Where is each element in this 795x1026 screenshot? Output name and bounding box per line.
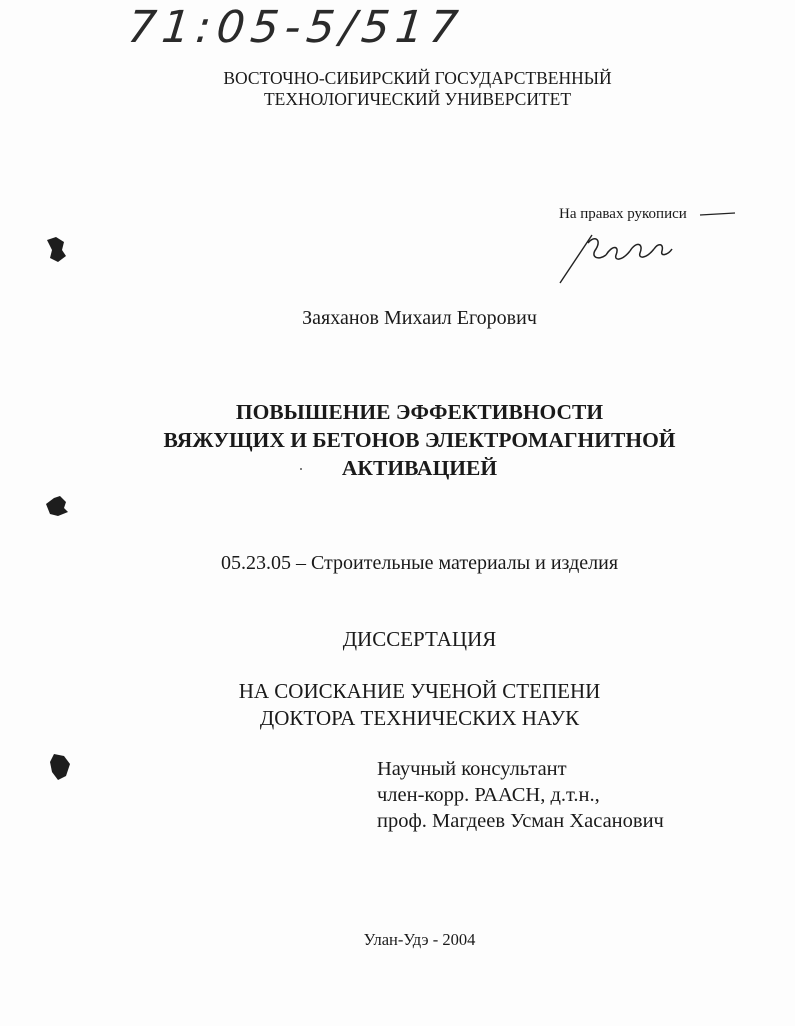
city-and-year: Улан-Удэ - 2004 bbox=[363, 930, 476, 949]
document-type: ДИССЕРТАЦИЯ bbox=[342, 627, 497, 651]
consultant-line-1: Научный консультант bbox=[377, 758, 567, 780]
manuscript-rights-note: На правах рукописи bbox=[559, 206, 687, 222]
handwritten-catalog-number: 71:05-5/517 bbox=[125, 2, 467, 53]
scientific-consultant bbox=[377, 756, 664, 834]
title-line-2: ВЯЖУЩИХ И БЕТОНОВ ЭЛЕКТРОМАГНИТНОЙ bbox=[163, 428, 676, 452]
binding-hole-mark-middle bbox=[44, 494, 70, 518]
university-line-1: ВОСТОЧНО-СИБИРСКИЙ ГОСУДАРСТВЕННЫЙ bbox=[223, 68, 612, 88]
university-name bbox=[20, 68, 795, 110]
binding-hole-mark-top bbox=[44, 236, 68, 264]
specialty-code: 05.23.05 – Строительные материалы и изделия bbox=[220, 552, 619, 574]
dissertation-title bbox=[22, 398, 795, 482]
title-line-3: АКТИВАЦИЕЙ bbox=[341, 456, 498, 480]
author-name: Заяханов Михаил Егорович bbox=[302, 307, 537, 329]
university-line-2: ТЕХНОЛОГИЧЕСКИЙ УНИВЕРСИТЕТ bbox=[263, 89, 572, 109]
consultant-line-2: член-корр. РААСН, д.т.н., bbox=[377, 784, 600, 806]
binding-hole-mark-bottom bbox=[48, 752, 72, 782]
consultant-line-3: проф. Магдеев Усман Хасанович bbox=[377, 810, 664, 832]
title-line-1: ПОВЫШЕНИЕ ЭФФЕКТИВНОСТИ bbox=[235, 400, 604, 424]
degree-line-1: НА СОИСКАНИЕ УЧЕНОЙ СТЕПЕНИ bbox=[238, 679, 601, 703]
scan-speck bbox=[300, 468, 302, 470]
degree-statement bbox=[22, 678, 795, 732]
degree-line-2: ДОКТОРА ТЕХНИЧЕСКИХ НАУК bbox=[259, 706, 580, 730]
handwritten-signature bbox=[550, 205, 750, 295]
